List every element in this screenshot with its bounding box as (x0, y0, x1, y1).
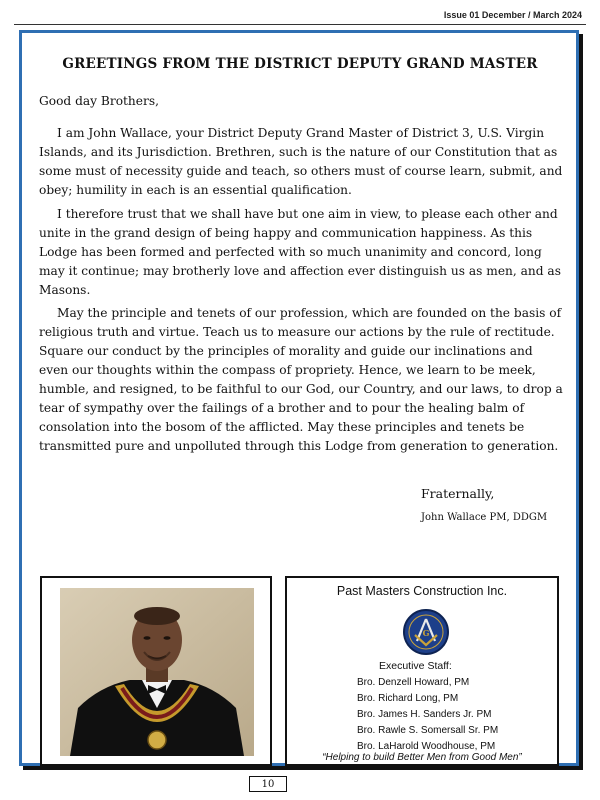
square-and-compass-emblem-icon (402, 608, 450, 656)
letter-paragraph-2: I therefore trust that we shall have but one aim in view, to please each other and unite in the grand design of being happy and communication happiness. As this Lodge has been formed and perfected with so much unanimity and concord, long may it continue; may brotherly love and affection ever distinguish us as men, and as Masons. (39, 207, 561, 297)
staff-member: Bro. LaHarold Woodhouse, PM (357, 741, 496, 752)
letter-paragraph-3: May the principle and tenets of our profession, which are founded on the basis of religious truth and virtue. Teach us to measure our actions by the rule of rectitude. Square our conduct by the principles of morality and guide our inclinations and even our thoughts within the compass of propriety. Hence, we learn to be meek, humble, and resigned, to be faithful to our God, our Country, and our laws, to drop a tear of sympathy over the failings of a brother and to pour the healing balm of consolation into the bosom of the afflicted. May these principles and tenets be transmitted pure and unpolluted through this Lodge from generation to generation. (39, 306, 563, 453)
motto: “Helping to build Better Men from Good Men” (322, 752, 522, 763)
staff-member: Bro. James H. Sanders Jr. PM (357, 709, 492, 720)
closing: Fraternally, (421, 486, 495, 501)
portrait-photo (60, 588, 254, 756)
staff-member: Bro. Rawle S. Somersall Sr. PM (357, 725, 499, 736)
portrait-photo-frame (40, 576, 272, 766)
salutation: Good day Brothers, (39, 94, 159, 108)
construction-ad (285, 576, 559, 766)
staff-member: Bro. Richard Long, PM (357, 693, 459, 704)
header-divider (14, 24, 586, 25)
staff-title: Executive Staff: (379, 660, 452, 672)
staff-member: Bro. Denzell Howard, PM (357, 677, 470, 688)
signature: John Wallace PM, DDGM (421, 512, 548, 523)
company-name: Past Masters Construction Inc. (336, 584, 508, 598)
staff-list (357, 675, 498, 755)
svg-text:G: G (422, 628, 430, 638)
letter-heading: GREETINGS FROM THE DISTRICT DEPUTY GRAND MASTER (62, 56, 538, 72)
issue-label: Issue 01 December / March 2024 (443, 10, 582, 20)
letter-paragraph-1: I am John Wallace, your District Deputy Grand Master of District 3, U.S. Virgin Islands, and its Jurisdiction. Brethren, such is the nature of our Constitution that as some must of necessity guide and teach, so others must of course learn, submit, and obey; humility in each is an essential qualification. (39, 126, 563, 197)
page-number: 10 (249, 776, 287, 792)
